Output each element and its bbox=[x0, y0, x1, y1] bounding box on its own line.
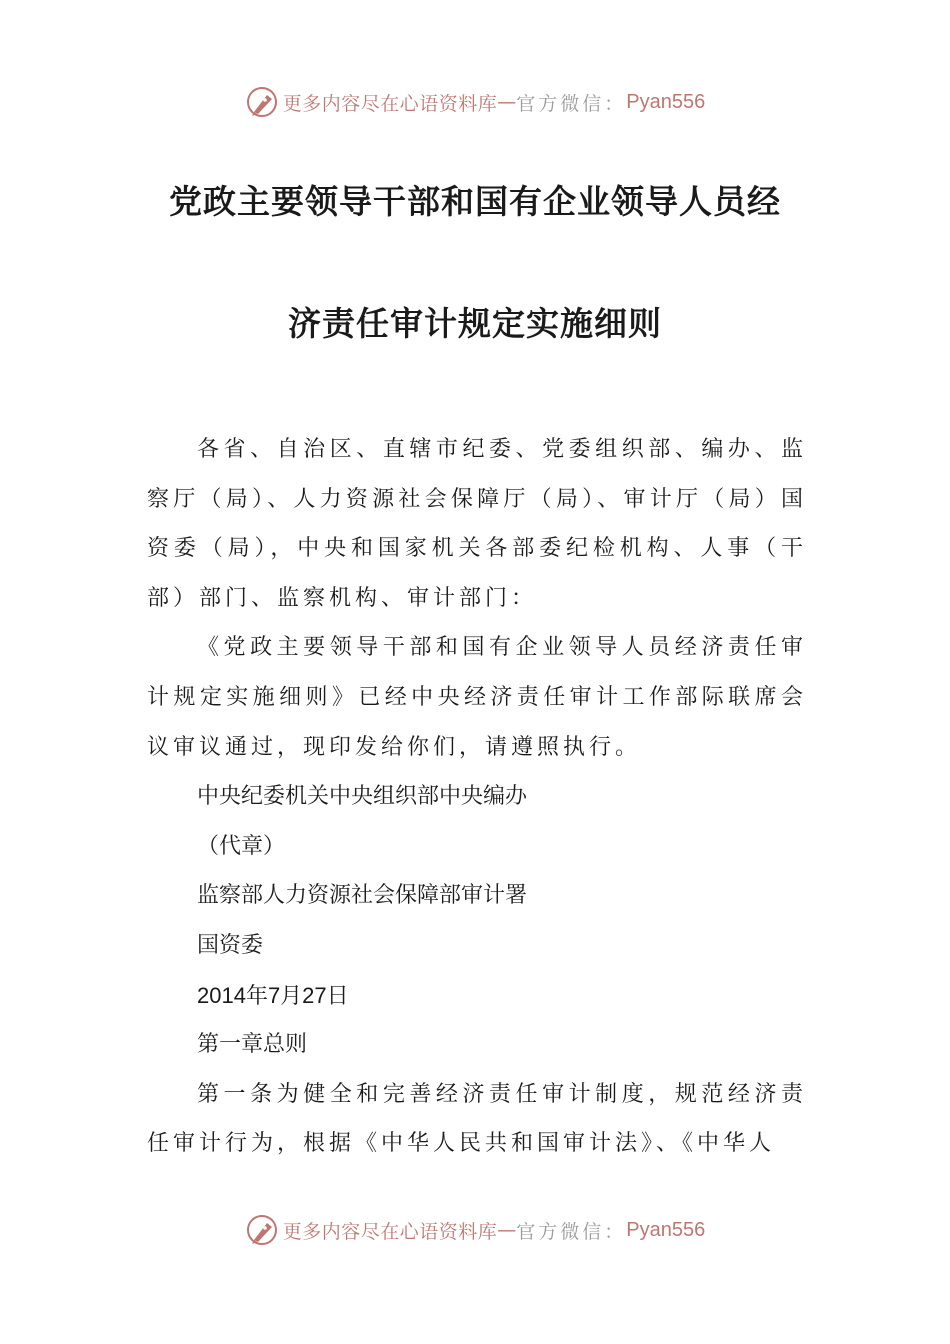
watermark-text: 更多内容尽在心语资料库 bbox=[282, 1220, 498, 1243]
pen-nib-logo-icon bbox=[245, 85, 279, 119]
watermark-text: 更多内容尽在心语资料库 bbox=[282, 92, 498, 115]
issue-date: 2014年7月27日 bbox=[197, 982, 349, 1008]
document-body bbox=[147, 425, 807, 1169]
issuer-line-1: 中央纪委机关中央组织部中央编办 bbox=[197, 784, 528, 810]
issuer-line-3: 国资委 bbox=[197, 932, 264, 958]
notice-paragraph: 《党政主要领导干部和国有企业领导人员经济责任审计规定实施细则》已经中央经济责任审计工作部际联席会议审议通过，现印发给你们，请遵照执行。 bbox=[147, 635, 807, 760]
article-1-paragraph: 第一条为健全和完善经济责任审计制度，规范经济责任审计行为，根据《中华人民共和国审计法》、《中华人 bbox=[147, 1081, 807, 1157]
chapter-heading: 第一章总则 bbox=[197, 1032, 308, 1058]
document-title-line-1: 党政主要领导干部和国有企业领导人员经 bbox=[169, 182, 781, 221]
document-title-line-2: 济责任审计规定实施细则 bbox=[288, 304, 662, 343]
issuer-line-2: 监察部人力资源社会保障部审计署 bbox=[197, 883, 528, 909]
watermark-banner-top bbox=[0, 82, 950, 122]
watermark-dash: — bbox=[497, 1219, 517, 1241]
watermark-wechat-id: Pyan556 bbox=[626, 90, 706, 113]
watermark-banner-bottom bbox=[0, 1210, 950, 1250]
pen-nib-logo-icon bbox=[245, 1213, 279, 1247]
watermark-wechat-label: 官方微信： bbox=[516, 92, 627, 115]
watermark-wechat-id: Pyan556 bbox=[626, 1218, 706, 1241]
addressee-paragraph: 各省、自治区、直辖市纪委、党委组织部、编办、监察厅（局）、人力资源社会保障厅（局）、审计厅（局）国资委（局），中央和国家机关各部委纪检机构、人事（干部）部门、监察机构、审计部门： bbox=[147, 437, 807, 611]
watermark-wechat-label: 官方微信： bbox=[516, 1220, 627, 1243]
watermark-dash: — bbox=[497, 91, 517, 113]
seal-note: （代章） bbox=[197, 833, 286, 859]
